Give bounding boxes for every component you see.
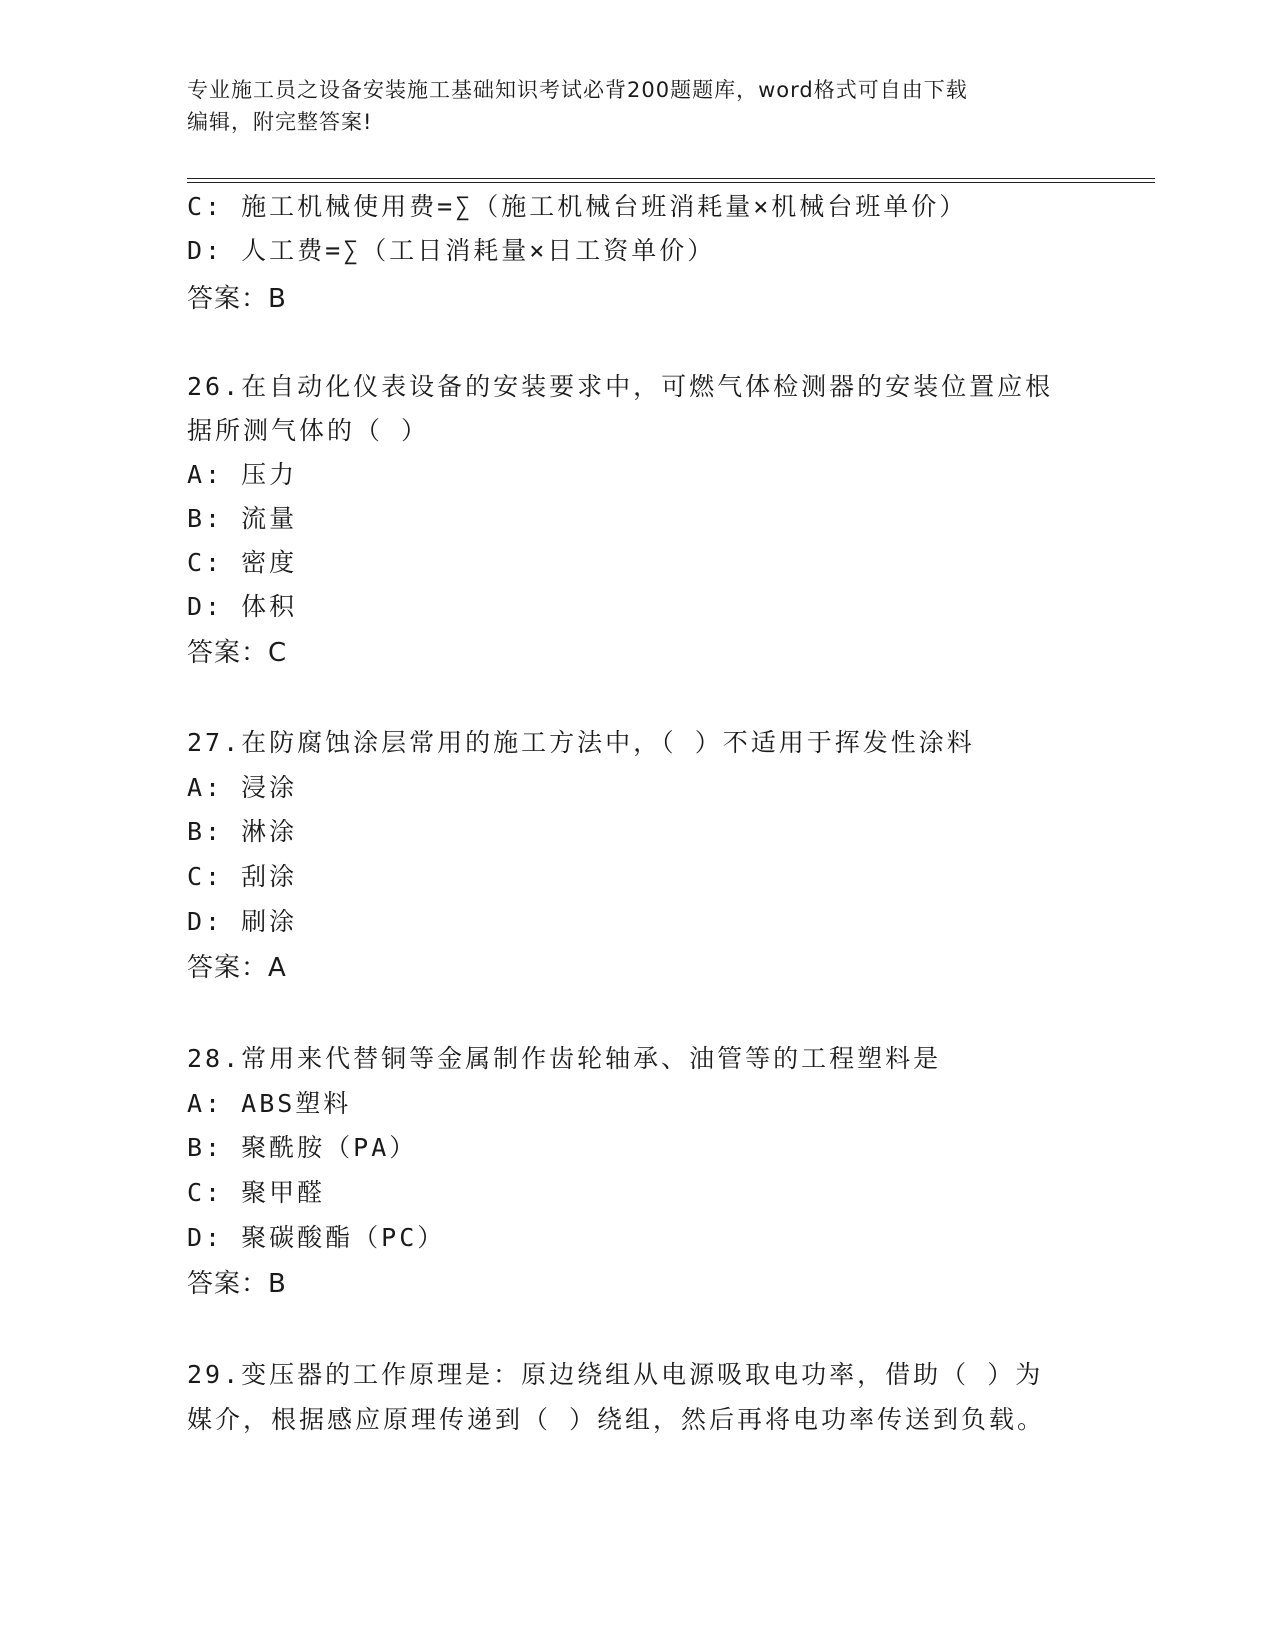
q27-option-c: C: 刮涂 <box>187 862 298 891</box>
q26-option-d: D: 体积 <box>187 592 298 621</box>
q26-option-c: C: 密度 <box>187 548 298 577</box>
q26-answer: 答案：C <box>187 638 288 668</box>
q26-stem-line-1: 26.在自动化仪表设备的安装要求中，可燃气体检测器的安装位置应根 <box>187 372 1054 401</box>
q29-stem-line-2: 媒介，根据感应原理传递到（ ）绕组，然后再将电功率传送到负载。 <box>187 1405 1046 1434</box>
q25-option-c: C: 施工机械使用费=∑（施工机械台班消耗量×机械台班单价） <box>187 192 968 221</box>
q27-stem-line-1: 27.在防腐蚀涂层常用的施工方法中，（ ）不适用于挥发性涂料 <box>187 728 975 757</box>
q26-stem-line-2: 据所测气体的（ ） <box>187 416 430 445</box>
header-rule-top <box>187 178 1155 179</box>
header-rule-bottom <box>187 182 1155 183</box>
q25-answer: 答案：B <box>187 284 287 314</box>
q29-stem-line-1: 29.变压器的工作原理是：原边绕组从电源吸取电功率，借助（ ）为 <box>187 1360 1044 1389</box>
q28-option-b: B: 聚酰胺（PA） <box>187 1133 418 1162</box>
q28-option-a: A: ABS塑料 <box>187 1089 352 1118</box>
q28-answer: 答案：B <box>187 1269 287 1299</box>
q27-answer: 答案：A <box>187 953 287 983</box>
q26-option-b: B: 流量 <box>187 504 298 533</box>
header-line-1: 专业施工员之设备安装施工基础知识考试必背200题题库，word格式可自由下载 <box>187 78 968 102</box>
q26-option-a: A: 压力 <box>187 460 298 489</box>
q28-option-d: D: 聚碳酸酯（PC） <box>187 1223 446 1252</box>
q27-option-d: D: 刷涂 <box>187 907 298 936</box>
q27-option-b: B: 淋涂 <box>187 817 298 846</box>
q25-option-d: D: 人工费=∑（工日消耗量×日工资单价） <box>187 236 716 265</box>
header-line-2: 编辑，附完整答案! <box>187 110 373 134</box>
q28-option-c: C: 聚甲醛 <box>187 1178 326 1207</box>
q27-option-a: A: 浸涂 <box>187 773 298 802</box>
document-header <box>187 74 1087 138</box>
q28-stem-line-1: 28.常用来代替铜等金属制作齿轮轴承、油管等的工程塑料是 <box>187 1044 942 1073</box>
